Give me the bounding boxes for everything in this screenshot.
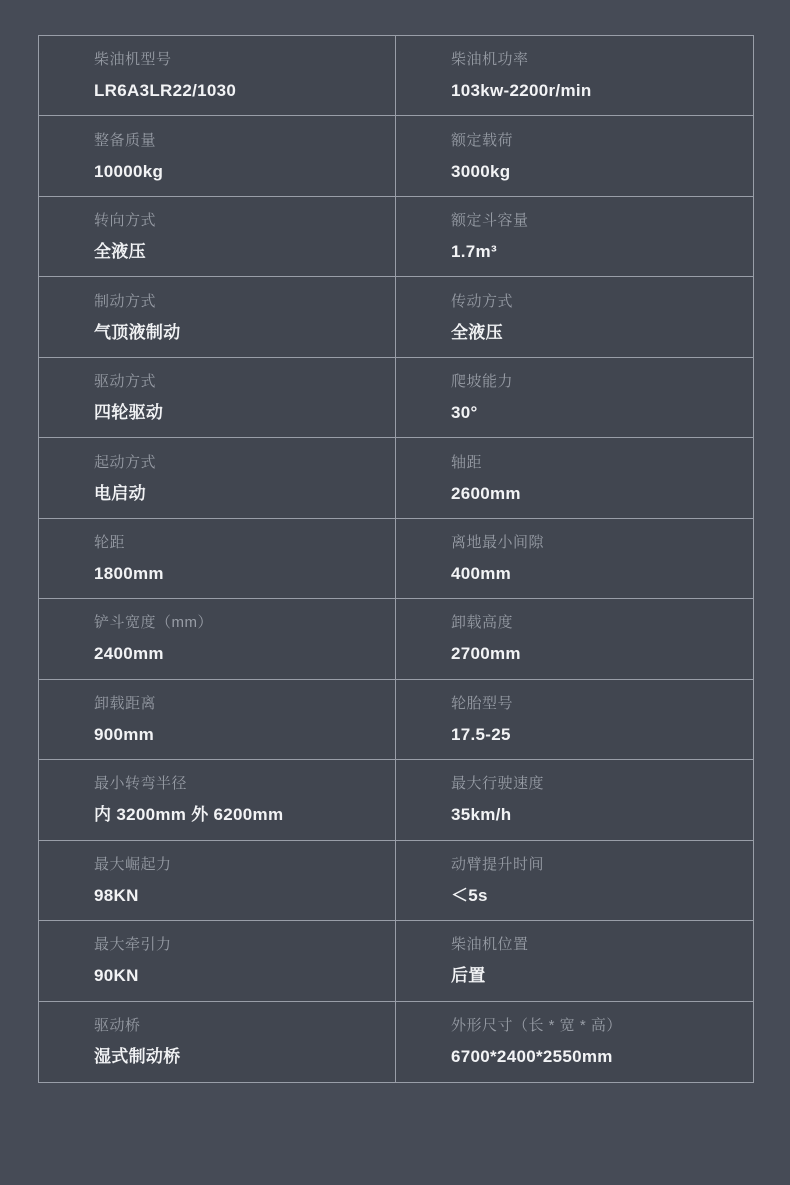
spec-row-4 [39,277,753,357]
spec-value: 2700mm [451,644,521,664]
spec-value: 98KN [94,885,139,905]
spec-cell [396,197,753,276]
spec-value: 90KN [94,966,139,986]
spec-label: 最大行驶速度 [451,775,545,793]
spec-row-10 [39,760,753,840]
spec-value: 400mm [451,563,512,583]
spec-cell [39,921,396,1000]
spec-value: 全液压 [451,322,503,342]
spec-cell [39,599,396,678]
spec-row-7 [39,519,753,599]
spec-label: 整备质量 [94,131,157,149]
spec-label: 轴距 [451,453,483,471]
spec-label: 铲斗宽度（mm） [94,614,213,632]
spec-cell [39,1002,396,1082]
spec-cell [39,116,396,195]
spec-label: 起动方式 [94,453,157,471]
spec-cell [396,36,753,115]
spec-cell [39,841,396,920]
spec-label: 外形尺寸（长 * 宽 * 高） [451,1017,622,1035]
spec-label: 转向方式 [94,212,157,230]
spec-label: 柴油机位置 [451,936,529,954]
spec-cell [39,519,396,598]
spec-row-5 [39,358,753,438]
spec-cell [396,1002,753,1082]
spec-value: 后置 [451,966,486,986]
spec-label: 制动方式 [94,292,157,310]
spec-cell [396,760,753,839]
spec-value: 17.5-25 [451,724,511,744]
spec-label: 卸载高度 [451,614,514,632]
spec-row-11 [39,841,753,921]
spec-row-13 [39,1002,753,1082]
spec-value: 气顶液制动 [94,322,181,342]
spec-label: 轮胎型号 [451,694,514,712]
spec-label: 轮距 [94,533,126,551]
spec-value: 电启动 [94,483,146,503]
spec-value: ＜5s [451,885,488,905]
spec-cell [396,277,753,356]
spec-value: 湿式制动桥 [94,1047,181,1067]
spec-value: 2400mm [94,644,164,664]
spec-cell [39,358,396,437]
spec-label: 爬坡能力 [451,373,514,391]
spec-label: 卸载距离 [94,694,157,712]
spec-label: 最小转弯半径 [94,775,188,793]
spec-label: 最大崛起力 [94,855,172,873]
spec-value: 10000kg [94,161,164,181]
spec-value: 内 3200mm 外 6200mm [94,805,284,825]
spec-value: 900mm [94,724,155,744]
spec-table [38,35,754,1083]
spec-row-6 [39,438,753,518]
spec-label: 驱动桥 [94,1017,141,1035]
spec-value: 1800mm [94,563,164,583]
spec-row-12 [39,921,753,1001]
spec-label: 柴油机型号 [94,51,172,69]
spec-row-9 [39,680,753,760]
spec-cell [396,921,753,1000]
spec-value: 四轮驱动 [94,403,164,423]
spec-value: 1.7m³ [451,242,497,262]
spec-label: 最大牵引力 [94,936,172,954]
spec-cell [39,680,396,759]
spec-cell [39,760,396,839]
spec-value: 30° [451,403,478,423]
spec-cell [396,519,753,598]
spec-label: 离地最小间隙 [451,533,545,551]
spec-value: 3000kg [451,161,511,181]
spec-row-3 [39,197,753,277]
spec-label: 额定斗容量 [451,212,529,230]
spec-cell [396,841,753,920]
spec-label: 传动方式 [451,292,514,310]
spec-label: 驱动方式 [94,373,157,391]
spec-label: 额定载荷 [451,131,514,149]
spec-cell [396,358,753,437]
spec-cell [39,277,396,356]
spec-row-8 [39,599,753,679]
spec-value: 2600mm [451,483,521,503]
spec-cell [396,116,753,195]
spec-cell [396,438,753,517]
spec-value: 35km/h [451,805,512,825]
spec-cell [396,599,753,678]
spec-cell [39,36,396,115]
spec-row-2 [39,116,753,196]
spec-cell [39,438,396,517]
spec-label: 动臂提升时间 [451,855,545,873]
spec-value: 103kw-2200r/min [451,81,592,101]
spec-value: 全液压 [94,242,146,262]
spec-value: LR6A3LR22/1030 [94,81,237,101]
spec-value: 6700*2400*2550mm [451,1047,613,1067]
spec-row-1 [39,36,753,116]
spec-cell [396,680,753,759]
spec-label: 柴油机功率 [451,51,529,69]
spec-cell [39,197,396,276]
